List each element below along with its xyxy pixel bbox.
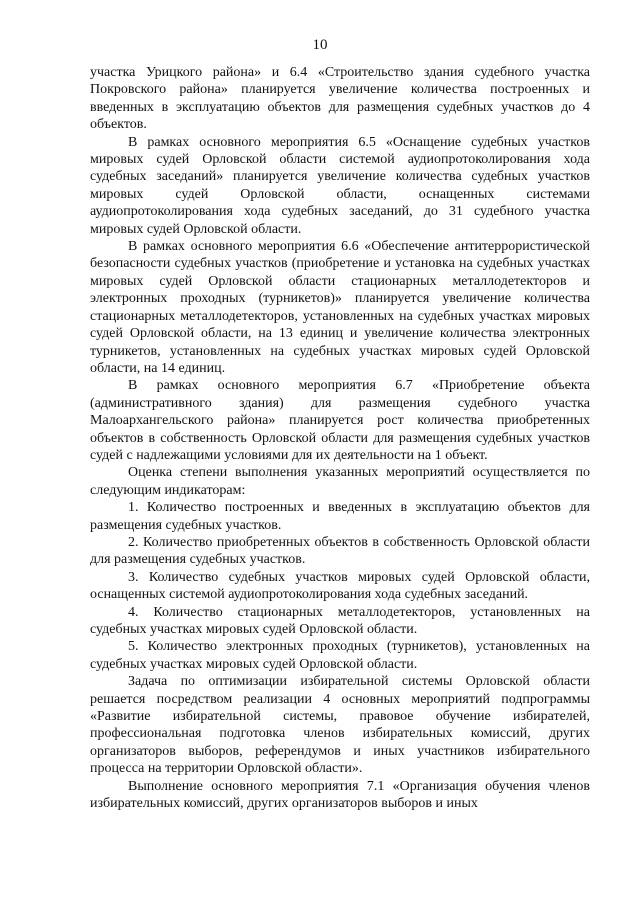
paragraph-continuation: участка Урицкого района» и 6.4 «Строительство здания судебного участка Покровского района» планируется увеличение количества построенных и введенных в эксплуатацию объектов для размещения судебных участков до 4 объектов. (90, 65, 590, 133)
page-number: 10 (312, 37, 328, 53)
document-body (90, 64, 590, 812)
indicator-item-2: 2. Количество приобретенных объектов в собственность Орловской области для размещения судебных участков. (90, 534, 590, 568)
paragraph-measure-6-6: В рамках основного мероприятия 6.6 «Обеспечение антитеррористической безопасности судебных участков (приобретение и установка на судебных участках мировых судей Орловской области стационарных металлодетекторов и электронных проходных (турникетов)» планируется увеличение количества стационарных металлодетекторов, установленных на судебных участках мировых судей Орловской области, на 13 единиц и увеличение количества электронных турникетов, установленных на судебных участках мировых судей Орловской области, на 14 единиц. (90, 239, 590, 376)
indicator-item-1: 1. Количество построенных и введенных в эксплуатацию объектов для размещения судебных участков. (90, 500, 590, 533)
paragraph-electoral-system: Задача по оптимизации избирательной системы Орловской области решается посредством реализации 4 основных мероприятий подпрограммы «Развитие избирательной системы, правовое обучение избирателей, профессиональная подготовка членов избирательных комиссий, других организаторов выборов, референдумов и иных участников избирательного процесса на территории Орловской области». (90, 674, 590, 777)
indicator-item-5: 5. Количество электронных проходных (турникетов), установленных на судебных участках мировых судей Орловской области. (90, 639, 590, 672)
indicator-item-4: 4. Количество стационарных металлодетекторов, установленных на судебных участках мировых судей Орловской области. (90, 604, 590, 637)
paragraph-indicators-intro: Оценка степени выполнения указанных мероприятий осуществляется по следующим индикаторам: (90, 465, 590, 498)
paragraph-measure-6-5: В рамках основного мероприятия 6.5 «Оснащение судебных участков мировых судей Орловской области системой аудиопротоколирования хода судебных заседаний» планируется увеличение количества судебных участков мировых судей Орловской области, оснащенных системами аудиопротоколирования хода судебных заседаний, до 31 судебного участка мировых судей Орловской области. (90, 134, 590, 237)
indicator-item-3: 3. Количество судебных участков мировых судей Орловской области, оснащенных системой аудиопротоколирования хода судебных заседаний. (90, 569, 590, 603)
paragraph-measure-7-1: Выполнение основного мероприятия 7.1 «Организация обучения членов избирательных комиссий, других организаторов выборов и иных (90, 778, 590, 812)
paragraph-measure-6-7: В рамках основного мероприятия 6.7 «Приобретение объекта (административного здания) для размещения судебного участка Малоархангельского района» планируется рост количества приобретенных объектов в собственность Орловской области для размещения судебных участков судей с надлежащими условиями для их деятельности на 1 объект. (90, 378, 590, 463)
